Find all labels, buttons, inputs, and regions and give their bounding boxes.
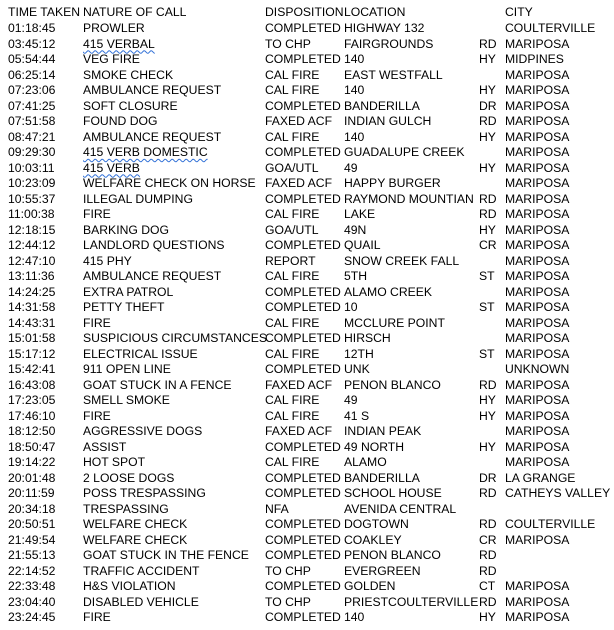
cell-disposition: TO CHP	[265, 36, 311, 51]
cell-location: GOLDEN	[344, 579, 396, 593]
cell-city: MARIPOSA	[505, 145, 570, 159]
table-row	[0, 316, 614, 332]
cell-time-taken: 12:18:15	[8, 222, 56, 237]
header-city: CITY	[505, 5, 533, 19]
cell-nature-of-call: DISABLED VEHICLE	[83, 594, 199, 609]
cell-location: FAIRGROUNDS	[344, 36, 434, 51]
cell-location: BANDERILLA	[344, 98, 420, 113]
cell-street-suffix: HY	[479, 160, 496, 175]
header-nature-of-call: NATURE OF CALL	[83, 5, 187, 19]
cell-city: MARIPOSA	[505, 424, 570, 438]
cell-disposition: COMPLETED	[265, 284, 341, 299]
cell-location: ALAMO CREEK	[344, 284, 433, 299]
cell-disposition: COMPLETED	[265, 548, 341, 562]
table-row	[0, 207, 614, 223]
cell-location: QUAIL	[344, 238, 381, 252]
cell-time-taken: 15:42:41	[8, 362, 56, 376]
cell-nature-of-call: FIRE	[83, 207, 111, 221]
cell-location: HIRSCH	[344, 331, 391, 345]
cell-street-suffix: DR	[479, 98, 497, 113]
table-row	[0, 517, 614, 533]
cell-disposition: CAL FIRE	[265, 408, 320, 423]
cell-nature-of-call: POSS TRESPASSING	[83, 486, 206, 500]
table-row	[0, 471, 614, 487]
cell-location: SCHOOL HOUSE	[344, 486, 442, 500]
cell-nature-of-call: 415 VERBAL	[83, 36, 155, 51]
cell-city: MARIPOSA	[505, 222, 570, 237]
cell-street-suffix: HY	[479, 52, 496, 66]
cell-disposition: NFA	[265, 501, 289, 516]
cell-disposition: CAL FIRE	[265, 269, 320, 283]
cell-disposition: COMPLETED	[265, 21, 341, 35]
cell-time-taken: 13:11:36	[8, 269, 55, 283]
cell-time-taken: 17:46:10	[8, 408, 56, 423]
cell-time-taken: 22:14:52	[8, 563, 56, 578]
cell-nature-of-call: 415 VERB DOMESTIC	[83, 145, 208, 159]
cell-disposition: CAL FIRE	[265, 129, 320, 144]
table-row	[0, 347, 614, 363]
cell-city: MARIPOSA	[505, 83, 570, 97]
cell-city: MARIPOSA	[505, 98, 570, 113]
cell-location: 140	[344, 83, 365, 97]
cell-disposition: COMPLETED	[265, 191, 341, 206]
table-row	[0, 331, 614, 347]
table-row	[0, 300, 614, 316]
cell-time-taken: 12:47:10	[8, 253, 56, 268]
cell-nature-of-call: LANDLORD QUESTIONS	[83, 238, 225, 252]
cell-city: MARIPOSA	[505, 269, 570, 283]
cell-time-taken: 07:41:25	[8, 98, 56, 113]
cell-location: 49N	[344, 222, 367, 237]
header-disposition: DISPOSITION	[265, 5, 344, 19]
table-row	[0, 409, 614, 425]
table-row	[0, 254, 614, 270]
cell-disposition: COMPLETED	[265, 439, 341, 454]
cell-location: 41 S	[344, 408, 370, 423]
cell-street-suffix: ST	[479, 269, 495, 283]
cell-street-suffix: RD	[479, 114, 497, 128]
cell-street-suffix: RD	[479, 36, 497, 51]
cell-nature-of-call: GOAT STUCK IN THE FENCE	[83, 548, 249, 562]
cell-time-taken: 10:23:09	[8, 176, 56, 190]
cell-city: CATHEYS VALLEY	[505, 486, 611, 500]
cell-nature-of-call: AMBULANCE REQUEST	[83, 129, 222, 144]
table-row	[0, 238, 614, 254]
cell-disposition: COMPLETED	[265, 300, 341, 314]
cell-disposition: CAL FIRE	[265, 83, 320, 97]
table-row	[0, 114, 614, 130]
cell-nature-of-call: VEG FIRE	[83, 52, 140, 66]
cell-time-taken: 20:01:48	[8, 470, 56, 485]
cell-time-taken: 23:24:45	[8, 610, 56, 624]
cell-location: LAKE	[344, 207, 376, 221]
table-row	[0, 285, 614, 301]
cell-street-suffix: RD	[479, 377, 497, 392]
cell-location: 140	[344, 610, 365, 624]
cell-time-taken: 17:23:05	[8, 393, 56, 407]
cell-disposition: CAL FIRE	[265, 393, 320, 407]
cell-nature-of-call: HOT SPOT	[83, 455, 146, 469]
table-row	[0, 455, 614, 471]
cell-time-taken: 21:49:54	[8, 532, 56, 547]
cell-location: 49	[344, 160, 358, 175]
table-row	[0, 68, 614, 84]
cell-nature-of-call: AMBULANCE REQUEST	[83, 269, 222, 283]
cell-location: BANDERILLA	[344, 470, 420, 485]
table-row	[0, 424, 614, 440]
cell-disposition: COMPLETED	[265, 238, 341, 252]
cell-location: 49	[344, 393, 358, 407]
table-row	[0, 83, 614, 99]
table-row	[0, 378, 614, 394]
cell-city: LA GRANGE	[505, 470, 576, 485]
cell-city: MARIPOSA	[505, 176, 570, 190]
cell-city: MARIPOSA	[505, 594, 570, 609]
cell-time-taken: 10:03:11	[8, 160, 55, 175]
cell-time-taken: 05:54:44	[8, 52, 56, 66]
cell-street-suffix: RD	[479, 548, 497, 562]
cell-time-taken: 20:50:51	[8, 517, 56, 531]
table-row	[0, 161, 614, 177]
cell-disposition: CAL FIRE	[265, 455, 320, 469]
cell-disposition: TO CHP	[265, 563, 311, 578]
table-row	[0, 99, 614, 115]
cell-street-suffix: RD	[479, 191, 497, 206]
cell-street-suffix: RD	[479, 594, 497, 609]
cell-disposition: COMPLETED	[265, 145, 341, 159]
cell-city: MARIPOSA	[505, 610, 570, 624]
cell-location: HIGHWAY 132	[344, 21, 425, 35]
cell-location: INDIAN PEAK	[344, 424, 422, 438]
cell-nature-of-call: ELECTRICAL ISSUE	[83, 346, 198, 361]
table-row	[0, 579, 614, 595]
table-row	[0, 548, 614, 564]
cell-time-taken: 15:17:12	[8, 346, 56, 361]
cell-street-suffix: ST	[479, 300, 495, 314]
cell-nature-of-call: 415 VERB	[83, 160, 140, 175]
cell-city: MARIPOSA	[505, 331, 570, 345]
cell-street-suffix: RD	[479, 517, 497, 531]
table-row	[0, 486, 614, 502]
table-row	[0, 176, 614, 192]
cell-nature-of-call: FIRE	[83, 408, 111, 423]
cell-location: 5TH	[344, 269, 368, 283]
cell-nature-of-call: WELFARE CHECK	[83, 517, 188, 531]
cell-nature-of-call: TRESPASSING	[83, 501, 169, 516]
cell-location: 10	[344, 300, 358, 314]
cell-location: PRIESTCOULTERVILLE	[344, 594, 479, 609]
cell-nature-of-call: SUSPICIOUS CIRCUMSTANCES	[83, 331, 267, 345]
cell-disposition: COMPLETED	[265, 532, 341, 547]
cell-city: MARIPOSA	[505, 300, 570, 314]
cell-street-suffix: ST	[479, 346, 495, 361]
cell-time-taken: 19:14:22	[8, 455, 56, 469]
cell-time-taken: 18:50:47	[8, 439, 56, 454]
cell-disposition: CAL FIRE	[265, 207, 320, 221]
cell-nature-of-call: WELFARE CHECK ON HORSE	[83, 176, 256, 190]
cell-time-taken: 21:55:13	[8, 548, 56, 562]
cell-city: MARIPOSA	[505, 579, 570, 593]
cell-city: MARIPOSA	[505, 455, 570, 469]
cell-nature-of-call: BARKING DOG	[83, 222, 170, 237]
cell-time-taken: 10:55:37	[8, 191, 56, 206]
cell-city: MARIPOSA	[505, 160, 570, 175]
cell-time-taken: 14:43:31	[8, 315, 56, 330]
table-row	[0, 130, 614, 146]
cell-disposition: COMPLETED	[265, 362, 341, 376]
cell-location: RAYMOND MOUNTIAN	[344, 191, 474, 206]
cell-disposition: COMPLETED	[265, 331, 341, 345]
cell-nature-of-call: EXTRA PATROL	[83, 284, 174, 299]
cell-city: MARIPOSA	[505, 315, 570, 330]
cell-nature-of-call: FIRE	[83, 315, 111, 330]
cell-nature-of-call: 415 PHY	[83, 253, 132, 268]
cell-city: MARIPOSA	[505, 532, 570, 547]
cell-location: 140	[344, 52, 365, 66]
cell-nature-of-call: PETTY THEFT	[83, 300, 165, 314]
cell-location: MCCLURE POINT	[344, 315, 445, 330]
cell-street-suffix: HY	[479, 439, 496, 454]
table-row	[0, 362, 614, 378]
table-row	[0, 269, 614, 285]
cell-nature-of-call: FIRE	[83, 610, 111, 624]
table-row	[0, 223, 614, 239]
cell-city: MARIPOSA	[505, 207, 570, 221]
cell-street-suffix: HY	[479, 393, 496, 407]
cell-time-taken: 03:45:12	[8, 36, 56, 51]
cell-location: INDIAN GULCH	[344, 114, 432, 128]
cell-location: 12TH	[344, 346, 374, 361]
table-row	[0, 52, 614, 68]
cell-location: EVERGREEN	[344, 563, 421, 578]
cell-time-taken: 14:24:25	[8, 284, 56, 299]
table-row	[0, 502, 614, 518]
cell-location: 49 NORTH	[344, 439, 405, 454]
cell-nature-of-call: SMOKE CHECK	[83, 67, 174, 82]
cell-city: MARIPOSA	[505, 377, 570, 392]
table-row	[0, 21, 614, 37]
cell-street-suffix: RD	[479, 563, 497, 578]
cell-city: UNKNOWN	[505, 362, 570, 376]
cell-time-taken: 01:18:45	[8, 21, 56, 35]
cell-disposition: COMPLETED	[265, 98, 341, 113]
table-row	[0, 533, 614, 549]
cell-disposition: FAXED ACF	[265, 377, 333, 392]
cell-location: UNK	[344, 362, 370, 376]
cell-location: COAKLEY	[344, 532, 402, 547]
cell-city: MARIPOSA	[505, 408, 570, 423]
cell-location: PENON BLANCO	[344, 377, 441, 392]
cell-city: MARIPOSA	[505, 238, 570, 252]
cell-time-taken: 16:43:08	[8, 377, 56, 392]
table-row	[0, 192, 614, 208]
cell-disposition: GOA/UTL	[265, 222, 319, 237]
cell-disposition: FAXED ACF	[265, 114, 333, 128]
cell-disposition: FAXED ACF	[265, 176, 333, 190]
cell-location: EAST WESTFALL	[344, 67, 443, 82]
cell-nature-of-call: PROWLER	[83, 21, 145, 35]
cell-time-taken: 12:44:12	[8, 238, 56, 252]
cell-city: MARIPOSA	[505, 439, 570, 454]
table-row	[0, 145, 614, 161]
cell-time-taken: 20:11:59	[8, 486, 55, 500]
cell-time-taken: 08:47:21	[8, 129, 56, 144]
cell-time-taken: 11:00:38	[8, 207, 55, 221]
cell-disposition: COMPLETED	[265, 486, 341, 500]
cell-disposition: COMPLETED	[265, 610, 341, 624]
cell-nature-of-call: AMBULANCE REQUEST	[83, 83, 222, 97]
cell-city: MIDPINES	[505, 52, 564, 66]
cell-disposition: CAL FIRE	[265, 315, 320, 330]
cell-nature-of-call: ASSIST	[83, 439, 127, 454]
table-row	[0, 37, 614, 53]
cell-nature-of-call: AGGRESSIVE DOGS	[83, 424, 203, 438]
cell-disposition: COMPLETED	[265, 579, 341, 593]
cell-location: DOGTOWN	[344, 517, 409, 531]
table-row	[0, 393, 614, 409]
cell-time-taken: 09:29:30	[8, 145, 56, 159]
cell-nature-of-call: TRAFFIC ACCIDENT	[83, 563, 200, 578]
cell-disposition: FAXED ACF	[265, 424, 333, 438]
cell-city: MARIPOSA	[505, 36, 570, 51]
cell-street-suffix: HY	[479, 83, 496, 97]
table-row	[0, 564, 614, 580]
header-time-taken: TIME TAKEN	[8, 5, 81, 19]
cell-city: MARIPOSA	[505, 129, 570, 144]
cell-city: MARIPOSA	[505, 191, 570, 206]
cell-street-suffix: RD	[479, 486, 497, 500]
cell-time-taken: 06:25:14	[8, 67, 56, 82]
header-location: LOCATION	[344, 5, 406, 19]
table-row	[0, 610, 614, 626]
cell-city: MARIPOSA	[505, 346, 570, 361]
cell-city: MARIPOSA	[505, 114, 570, 128]
table-row	[0, 440, 614, 456]
cell-nature-of-call: H&S VIOLATION	[83, 579, 176, 593]
cell-location: SNOW CREEK FALL	[344, 253, 460, 268]
cell-city: COULTERVILLE	[505, 21, 596, 35]
cell-time-taken: 07:23:06	[8, 83, 56, 97]
cell-nature-of-call: GOAT STUCK IN A FENCE	[83, 377, 232, 392]
cell-time-taken: 23:04:40	[8, 594, 56, 609]
table-row	[0, 595, 614, 611]
cell-disposition: TO CHP	[265, 594, 311, 609]
cell-location: 140	[344, 129, 365, 144]
cell-street-suffix: CR	[479, 532, 497, 547]
cell-city: COULTERVILLE	[505, 517, 596, 531]
cell-city: MARIPOSA	[505, 253, 570, 268]
cell-street-suffix: CR	[479, 238, 497, 252]
cell-nature-of-call: SOFT CLOSURE	[83, 98, 178, 113]
cell-disposition: COMPLETED	[265, 517, 341, 531]
cell-street-suffix: DR	[479, 470, 497, 485]
cell-nature-of-call: FOUND DOG	[83, 114, 158, 128]
cell-disposition: COMPLETED	[265, 52, 341, 66]
cell-disposition: GOA/UTL	[265, 160, 319, 175]
cell-nature-of-call: 911 OPEN LINE	[83, 362, 171, 376]
cell-city: MARIPOSA	[505, 393, 570, 407]
cell-time-taken: 07:51:58	[8, 114, 56, 128]
cell-street-suffix: HY	[479, 129, 496, 144]
cell-street-suffix: CT	[479, 579, 496, 593]
cell-time-taken: 15:01:58	[8, 331, 56, 345]
cell-time-taken: 18:12:50	[8, 424, 56, 438]
cell-city: MARIPOSA	[505, 67, 570, 82]
cell-disposition: COMPLETED	[265, 470, 341, 485]
cell-disposition: CAL FIRE	[265, 67, 320, 82]
cell-street-suffix: HY	[479, 610, 496, 624]
cell-nature-of-call: SMELL SMOKE	[83, 393, 170, 407]
cell-location: ALAMO	[344, 455, 387, 469]
cell-nature-of-call: WELFARE CHECK	[83, 532, 188, 547]
cell-street-suffix: HY	[479, 222, 496, 237]
cell-nature-of-call: 2 LOOSE DOGS	[83, 470, 175, 485]
cell-street-suffix: HY	[479, 408, 496, 423]
cell-location: HAPPY BURGER	[344, 176, 441, 190]
cell-disposition: CAL FIRE	[265, 346, 320, 361]
cell-nature-of-call: ILLEGAL DUMPING	[83, 191, 193, 206]
cell-location: AVENIDA CENTRAL	[344, 501, 457, 516]
cell-disposition: REPORT	[265, 253, 316, 268]
cell-time-taken: 14:31:58	[8, 300, 56, 314]
cell-time-taken: 22:33:48	[8, 579, 56, 593]
cell-city: MARIPOSA	[505, 284, 570, 299]
cell-location: PENON BLANCO	[344, 548, 441, 562]
cell-time-taken: 20:34:18	[8, 501, 56, 516]
cell-street-suffix: RD	[479, 207, 497, 221]
table-header	[0, 5, 614, 21]
cell-location: GUADALUPE CREEK	[344, 145, 465, 159]
